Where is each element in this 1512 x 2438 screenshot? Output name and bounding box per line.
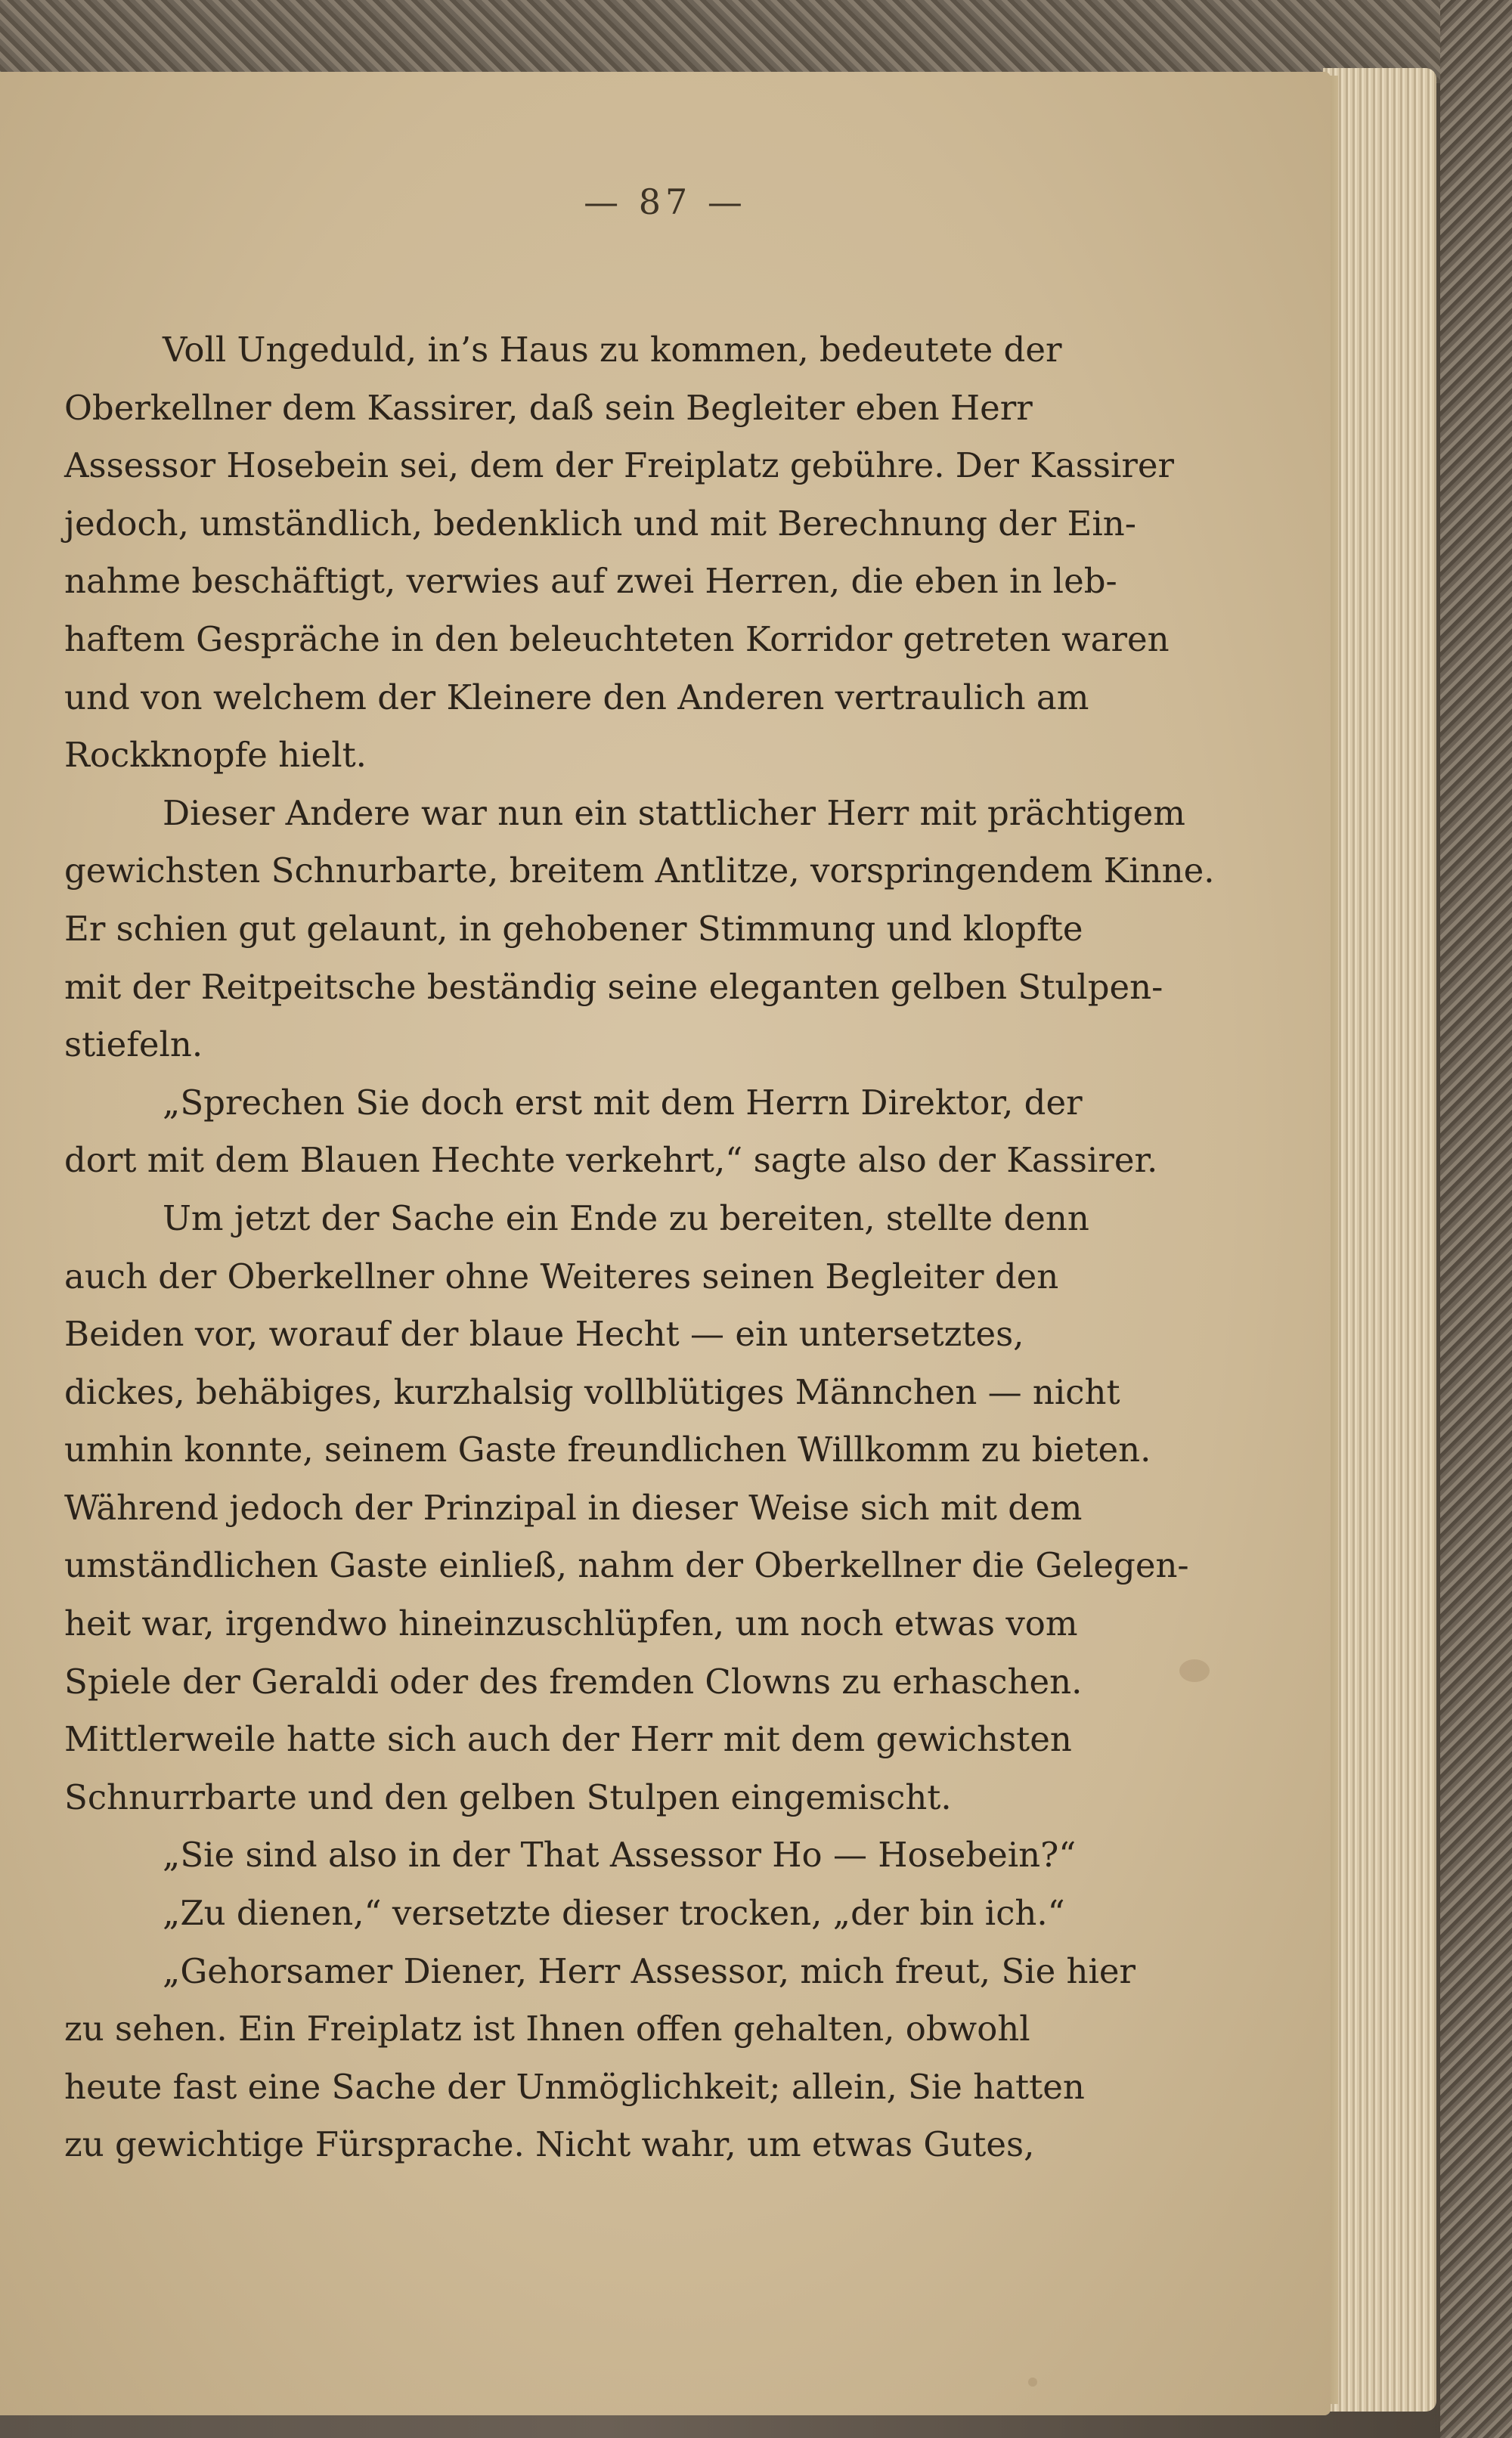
text-line: Spiele der Geraldi oder des fremden Clowns zu erhaschen. — [64, 1661, 1083, 1702]
text-line: „Zu dienen,“ versetzte dieser trocken, „der bin ich.“ — [163, 1893, 1065, 1934]
page-number: — 87 — — [584, 181, 747, 222]
paper-stain — [1028, 2378, 1037, 2387]
text-line: Assessor Hosebein sei, dem der Freiplatz gebühre. Der Kassirer — [64, 445, 1175, 486]
text-line: heit war, irgendwo hineinzuschlüpfen, um noch etwas vom — [64, 1603, 1078, 1644]
text-line: umständlichen Gaste einließ, nahm der Oberkellner die Gelegen- — [64, 1545, 1189, 1586]
text-line: zu gewichtige Fürsprache. Nicht wahr, um etwas Gutes, — [64, 2124, 1035, 2165]
text-line: stiefeln. — [64, 1024, 203, 1065]
text-line: „Sprechen Sie doch erst mit dem Herrn Direktor, der — [163, 1082, 1083, 1123]
text-line: mit der Reitpeitsche beständig seine eleganten gelben Stulpen- — [64, 966, 1163, 1007]
text-line: „Sie sind also in der That Assessor Ho — Hosebein?“ — [163, 1835, 1077, 1876]
text-line: gewichsten Schnurbarte, breitem Antlitze, vorspringendem Kinne. — [64, 850, 1215, 891]
book-cover-top — [0, 0, 1512, 83]
text-line: auch der Oberkellner ohne Weiteres seinen Begleiter den — [64, 1256, 1059, 1296]
text-line: und von welchem der Kleinere den Anderen vertraulich am — [64, 677, 1089, 717]
text-line: heute fast eine Sache der Unmöglichkeit; allein, Sie hatten — [64, 2066, 1085, 2107]
text-line: jedoch, umständlich, bedenklich und mit Berechnung der Ein- — [64, 503, 1136, 544]
text-line: „Gehorsamer Diener, Herr Assessor, mich freut, Sie hier — [163, 1950, 1136, 1991]
text-line: zu sehen. Ein Freiplatz ist Ihnen offen gehalten, obwohl — [64, 2009, 1030, 2049]
text-line: haftem Gespräche in den beleuchteten Korridor getreten waren — [64, 618, 1170, 659]
text-line: Schnurrbarte und den gelben Stulpen eingemischt. — [64, 1777, 952, 1817]
text-line: dickes, behäbiges, kurzhalsig vollblütiges Männchen — nicht — [64, 1371, 1120, 1412]
text-line: dort mit dem Blauen Hechte verkehrt,“ sagte also der Kassirer. — [64, 1140, 1158, 1181]
text-line: umhin konnte, seinem Gaste freundlichen Willkomm zu bieten. — [64, 1430, 1151, 1470]
text-line: Voll Ungeduld, in’s Haus zu kommen, bedeutete der — [163, 330, 1062, 370]
text-line: Dieser Andere war nun ein stattlicher Herr mit prächtigem — [163, 792, 1185, 833]
text-line: Beiden vor, worauf der blaue Hecht — ein untersetztes, — [64, 1314, 1024, 1355]
text-line: Mittlerweile hatte sich auch der Herr mit dem gewichsten — [64, 1719, 1072, 1760]
page-edges — [1323, 68, 1436, 2412]
page-body-text — [64, 321, 1244, 2174]
text-line: nahme beschäftigt, verwies auf zwei Herren, die eben in leb- — [64, 561, 1117, 602]
text-line: Während jedoch der Prinzipal in dieser Weise sich mit dem — [64, 1487, 1083, 1528]
text-line: Rockknopfe hielt. — [64, 735, 367, 776]
text-line: Er schien gut gelaunt, in gehobener Stimmung und klopfte — [64, 908, 1083, 949]
book-page — [0, 72, 1331, 2415]
book-cover-right — [1440, 0, 1512, 2438]
text-line: Oberkellner dem Kassirer, daß sein Begleiter eben Herr — [64, 387, 1033, 428]
text-line: Um jetzt der Sache ein Ende zu bereiten, stellte denn — [163, 1197, 1089, 1238]
